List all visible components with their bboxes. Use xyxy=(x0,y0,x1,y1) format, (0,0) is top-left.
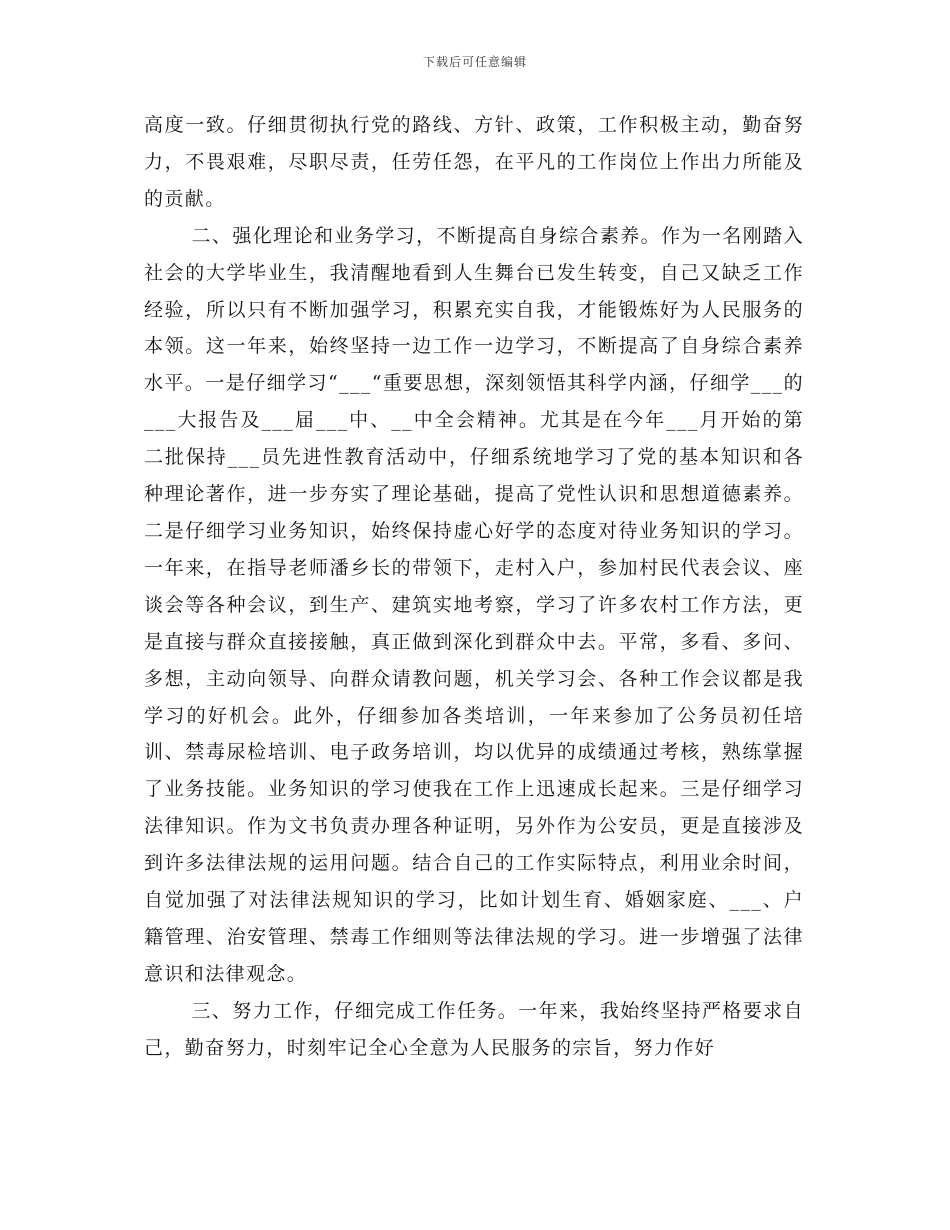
paragraph-section-three: 三、努力工作，仔细完成工作任务。一年来，我始终坚持严格要求自己，勤奋努力，时刻牢记全心全意为人民服务的宗旨，努力作好 xyxy=(144,999,804,1059)
page-header-note: 下载后可任意编辑 xyxy=(422,55,527,69)
paragraph-continuation: 高度一致。仔细贯彻执行党的路线、方针、政策，工作积极主动，勤奋努力，不畏艰难，尽职尽责，任劳任怨，在平凡的工作岗位上作出力所能及的贡献。 xyxy=(144,114,804,210)
paragraph-section-two: 二、强化理论和业务学习，不断提高自身综合素养。作为一名刚踏入社会的大学毕业生，我清醒地看到人生舞台已发生转变，自己又缺乏工作经验，所以只有不断加强学习，积累充实自我，才能锻炼好为人民服务的本领。这一年来，始终坚持一边工作一边学习，不断提高了自身综合素养水平。一是仔细学习“___“重要思想，深刻领悟其科学内涵，仔细学___的___大报告及___届___中、__中全会精神。尤其是在今年___月开始的第二批保持___员先进性教育活动中，仔细系统地学习了党的基本知识和各种理论著作，进一步夯实了理论基础，提高了党性认识和思想道德素养。二是仔细学习业务知识，始终保持虚心好学的态度对待业务知识的学习。一年来，在指导老师潘乡长的带领下，走村入户，参加村民代表会议、座谈会等各种会议，到生产、建筑实地考察，学习了许多农村工作方法，更是直接与群众直接接触，真正做到深化到群众中去。平常，多看、多问、多想，主动向领导、向群众请教问题，机关学习会、各种工作会议都是我学习的好机会。此外，仔细参加各类培训，一年来参加了公务员初任培训、禁毒尿检培训、电子政务培训，均以优异的成绩通过考核，熟练掌握了业务技能。业务知识的学习使我在工作上迅速成长起来。三是仔细学习法律知识。作为文书负责办理各种证明，另外作为公安员，更是直接涉及到许多法律法规的运用问题。结合自己的工作实际特点，利用业余时间，自觉加强了对法律法规知识的学习，比如计划生育、婚姻家庭、___、户籍管理、治安管理、禁毒工作细则等法律法规的学习。进一步增强了法律意识和法律观念。 xyxy=(144,224,804,985)
document-body xyxy=(144,107,804,1067)
